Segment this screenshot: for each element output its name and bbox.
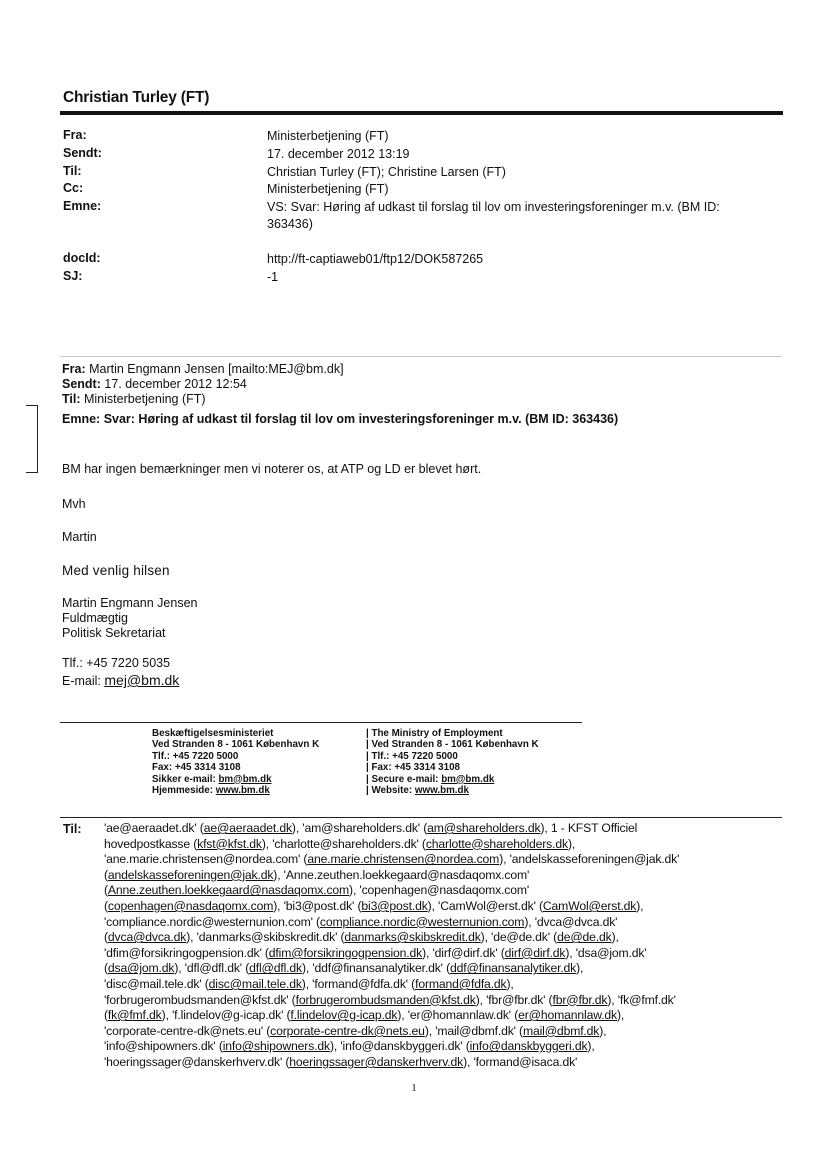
recipient-email-link[interactable]: info@danskbyggeri.dk bbox=[469, 1039, 588, 1054]
title-divider bbox=[60, 111, 783, 115]
recipient-text: ), 'mail@dbmf.dk' ( bbox=[424, 1023, 523, 1038]
meta-label-sj: SJ: bbox=[63, 269, 83, 283]
recipient-email-link[interactable]: hoeringssager@danskerhverv.dk bbox=[289, 1054, 464, 1069]
recipient-text: ), 'andelskasseforeningen@jak.dk' bbox=[499, 852, 680, 867]
recipient-text: ( bbox=[104, 961, 108, 976]
recipient-email-link[interactable]: fbr@fbr.dk bbox=[552, 992, 608, 1007]
recipient-email-link[interactable]: ane.marie.christensen@nordea.com bbox=[307, 852, 500, 867]
recipient-text: ), 'Anne.zeuthen.loekkegaard@nasdaqomx.com' bbox=[273, 867, 530, 882]
recipient-text: 'forbrugerombudsmanden@kfst.dk' ( bbox=[104, 992, 296, 1007]
signature-email-line bbox=[62, 672, 179, 688]
footer-en-web bbox=[366, 785, 539, 796]
recipient-line bbox=[104, 837, 784, 853]
recipient-text: 'compliance.nordic@westernunion.com' ( bbox=[104, 914, 320, 929]
signature-role: Fuldmægtig bbox=[62, 611, 128, 625]
recipient-text: ), 'formand@fdfa.dk' ( bbox=[301, 976, 416, 991]
recipient-text: ), 'f.lindelov@g-icap.dk' ( bbox=[161, 1008, 291, 1023]
recipient-email-link[interactable]: ae@aeraadet.dk bbox=[203, 821, 292, 835]
recipient-email-link[interactable]: charlotte@shareholders.dk bbox=[425, 836, 568, 851]
recipient-line bbox=[104, 977, 784, 993]
footer-en-phone: | Tlf.: +45 7220 5000 bbox=[366, 750, 458, 762]
fwd-from-label: Fra: bbox=[62, 362, 86, 376]
section-divider bbox=[60, 356, 782, 357]
fwd-from-value: Martin Engmann Jensen [mailto:MEJ@bm.dk] bbox=[89, 362, 344, 376]
recipient-text: ( bbox=[104, 883, 108, 898]
recipient-text: ), 'CamWol@erst.dk' ( bbox=[427, 898, 543, 913]
closing-text: Mvh bbox=[62, 497, 86, 511]
recipient-text: 'ane.marie.christensen@nordea.com' ( bbox=[104, 852, 308, 867]
recipient-email-link[interactable]: dfl@dfl.dk bbox=[249, 961, 302, 976]
recipient-text: ), 1 - KFST Officiel bbox=[540, 821, 638, 835]
recipient-text: ( bbox=[104, 898, 108, 913]
footer-en-org: | The Ministry of Employment bbox=[366, 728, 503, 739]
meta-label-to: Til: bbox=[63, 164, 82, 178]
recipient-line bbox=[104, 1039, 784, 1055]
recipient-text: ), 'charlotte@shareholders.dk' ( bbox=[261, 836, 426, 851]
recipient-text: ), 'dvca@dvca.dk' bbox=[524, 914, 618, 929]
recipient-text: 'hoeringssager@danskerhverv.dk' ( bbox=[104, 1054, 290, 1069]
footer-en-web-label: | Website: bbox=[366, 785, 413, 797]
fwd-sent-label: Sendt: bbox=[62, 377, 101, 391]
meta-label-sent: Sendt: bbox=[63, 146, 102, 160]
recipient-email-link[interactable]: copenhagen@nasdaqomx.com bbox=[107, 898, 274, 913]
footer-en-fax: | Fax: +45 3314 3108 bbox=[366, 762, 460, 774]
recipient-email-link[interactable]: dsa@jom.dk bbox=[107, 961, 175, 976]
recipient-email-link[interactable]: disc@mail.tele.dk bbox=[208, 976, 302, 991]
footer-english bbox=[366, 728, 539, 796]
recipient-line bbox=[104, 821, 784, 837]
fwd-sent-line bbox=[62, 377, 247, 391]
recipient-email-link[interactable]: danmarks@skibskredit.dk bbox=[344, 930, 481, 945]
footer-da-web-label: Hjemmeside: bbox=[152, 785, 213, 797]
signoff-name: Martin bbox=[62, 530, 97, 544]
fwd-to-value: Ministerbetjening (FT) bbox=[84, 392, 206, 406]
signature-dept: Politisk Sekretariat bbox=[62, 626, 166, 640]
recipient-line bbox=[104, 915, 784, 931]
recipient-email-link[interactable]: mail@dbmf.dk bbox=[522, 1023, 600, 1038]
recipient-text: 'info@shipowners.dk' ( bbox=[104, 1039, 223, 1054]
recipient-text: ( bbox=[104, 1008, 108, 1023]
recipient-email-link[interactable]: compliance.nordic@westernunion.com bbox=[319, 914, 525, 929]
recipient-email-link[interactable]: er@homannlaw.dk bbox=[518, 1008, 617, 1023]
recipient-text: ), bbox=[587, 1039, 595, 1054]
recipient-text: ), bbox=[611, 930, 619, 945]
meta-value-cc: Ministerbetjening (FT) bbox=[267, 182, 389, 196]
meta-value-from: Ministerbetjening (FT) bbox=[267, 129, 389, 143]
fwd-from-line bbox=[62, 362, 344, 376]
footer-da-phone: Tlf.: +45 7220 5000 bbox=[152, 750, 239, 762]
footer-en-address: | Ved Stranden 8 - 1061 København K bbox=[366, 739, 539, 751]
recipients-divider bbox=[60, 817, 782, 818]
recipient-text: ), 'de@de.dk' ( bbox=[480, 930, 558, 945]
meta-label-cc: Cc: bbox=[63, 181, 84, 195]
recipient-text: ), 'dfl@dfl.dk' ( bbox=[174, 961, 250, 976]
recipient-text: ), bbox=[599, 1023, 607, 1038]
footer-da-web bbox=[152, 785, 319, 796]
meta-label-from: Fra: bbox=[63, 128, 87, 142]
recipient-email-link[interactable]: dvca@dvca.dk bbox=[107, 930, 187, 945]
recipient-text: ( bbox=[104, 867, 108, 882]
recipient-text: 'ae@aeraadet.dk' ( bbox=[104, 821, 204, 835]
footer-da-address: Ved Stranden 8 - 1061 København K bbox=[152, 739, 320, 751]
fwd-subject-line bbox=[62, 412, 618, 426]
meta-value-sent: 17. december 2012 13:19 bbox=[267, 147, 410, 161]
recipient-text: ), 'fbr@fbr.dk' ( bbox=[475, 992, 553, 1007]
recipient-text: ), 'formand@isaca.dk' bbox=[463, 1054, 578, 1069]
page-title: Christian Turley (FT) bbox=[63, 89, 210, 106]
recipient-email-link[interactable]: fk@fmf.dk bbox=[107, 1008, 162, 1023]
recipient-line bbox=[104, 1024, 784, 1040]
footer-en-web-link[interactable]: www.bm.dk bbox=[414, 785, 469, 797]
recipient-text: 'dfim@forsikringogpension.dk' ( bbox=[104, 945, 269, 960]
recipient-email-link[interactable]: andelskasseforeningen@jak.dk bbox=[107, 867, 274, 882]
signature-email-link[interactable]: mej@bm.dk bbox=[104, 672, 180, 688]
recipient-text: ), bbox=[576, 961, 584, 976]
recipient-email-link[interactable]: dirf@dirf.dk bbox=[504, 945, 566, 960]
message-text: BM har ingen bemærkninger men vi noterer os, at ATP og LD er blevet hørt. bbox=[62, 462, 482, 476]
fwd-subject-label: Emne: bbox=[62, 412, 101, 426]
recipient-email-link[interactable]: ddf@finansanalytiker.dk bbox=[450, 961, 577, 976]
meta-label-docid: docId: bbox=[63, 251, 101, 265]
recipient-line bbox=[104, 961, 784, 977]
meta-label-subject: Emne: bbox=[63, 199, 102, 213]
recipient-email-link[interactable]: f.lindelov@g-icap.dk bbox=[290, 1008, 398, 1023]
fwd-to-label: Til: bbox=[62, 392, 81, 406]
footer-en-secure-label: | Secure e-mail: bbox=[366, 773, 439, 785]
recipient-email-link[interactable]: bi3@post.dk bbox=[361, 898, 428, 913]
meta-value-to: Christian Turley (FT); Christine Larsen (FT) bbox=[267, 165, 506, 179]
recipient-email-link[interactable]: de@de.dk bbox=[557, 930, 612, 945]
footer-da-fax: Fax: +45 3314 3108 bbox=[152, 762, 241, 774]
recipient-text: ), 'er@homannlaw.dk' ( bbox=[397, 1008, 519, 1023]
recipient-email-link[interactable]: formand@fdfa.dk bbox=[415, 976, 507, 991]
footer-en-secure-email[interactable]: bm@bm.dk bbox=[441, 773, 495, 785]
recipient-line bbox=[104, 930, 784, 946]
recipient-text: 'disc@mail.tele.dk' ( bbox=[104, 976, 209, 991]
recipients-label: Til: bbox=[63, 822, 82, 836]
meta-value-docid[interactable]: http://ft-captiaweb01/ftp12/DOK587265 bbox=[267, 252, 484, 266]
footer-da-org: Beskæftigelsesministeriet bbox=[152, 728, 274, 739]
recipient-text: ), 'dirf@dirf.dk' ( bbox=[422, 945, 505, 960]
recipient-text: ), 'copenhagen@nasdaqomx.com' bbox=[349, 883, 530, 898]
recipient-line bbox=[104, 868, 784, 884]
recipient-email-link[interactable]: info@shipowners.dk bbox=[222, 1039, 330, 1054]
recipient-line bbox=[104, 1008, 784, 1024]
signature-phone: Tlf.: +45 7220 5035 bbox=[62, 656, 171, 670]
recipient-email-link[interactable]: kfst@kfst.dk bbox=[197, 836, 262, 851]
recipient-text: ), bbox=[617, 1008, 625, 1023]
recipient-email-link[interactable]: CamWol@erst.dk bbox=[542, 898, 637, 913]
meta-value-subject: VS: Svar: Høring af udkast til forslag til lov om investeringsforeninger m.v. (BM ID: 363436) bbox=[267, 200, 720, 231]
recipient-text: ( bbox=[104, 930, 108, 945]
recipient-email-link[interactable]: forbrugerombudsmanden@kfst.dk bbox=[295, 992, 476, 1007]
fwd-sent-value: 17. december 2012 12:54 bbox=[104, 377, 247, 391]
recipient-text: ), 'fk@fmf.dk' bbox=[607, 992, 676, 1007]
signature-greeting: Med venlig hilsen bbox=[62, 563, 170, 578]
recipient-text: ), 'danmarks@skibskredit.dk' ( bbox=[186, 930, 345, 945]
recipient-text: ), 'bi3@post.dk' ( bbox=[273, 898, 362, 913]
footer-da-secure bbox=[152, 774, 319, 785]
recipient-email-link[interactable]: am@shareholders.dk bbox=[427, 821, 541, 835]
recipient-line bbox=[104, 1055, 784, 1071]
fwd-to-line bbox=[62, 392, 206, 406]
recipient-line bbox=[104, 946, 784, 962]
recipient-text: ), bbox=[636, 898, 644, 913]
recipient-line bbox=[104, 852, 784, 868]
recipient-email-link[interactable]: corporate-centre-dk@nets.eu bbox=[270, 1023, 425, 1038]
recipient-text: ), 'info@danskbyggeri.dk' ( bbox=[329, 1039, 470, 1054]
page-number: 1 bbox=[411, 1082, 417, 1094]
recipient-text: ), bbox=[567, 836, 576, 851]
recipient-text: ), bbox=[506, 976, 514, 991]
recipient-text: ), 'ddf@finansanalytiker.dk' ( bbox=[301, 961, 450, 976]
recipient-text: ), 'am@shareholders.dk' ( bbox=[291, 821, 428, 835]
margin-bracket bbox=[26, 405, 38, 473]
footer-en-secure bbox=[366, 774, 539, 785]
recipients-list bbox=[104, 821, 784, 1071]
recipient-text: ), 'dsa@jom.dk' bbox=[565, 945, 647, 960]
fwd-subject-value: Svar: Høring af udkast til forslag til lov om investeringsforeninger m.v. (BM ID: 363436) bbox=[103, 412, 619, 426]
footer-divider bbox=[60, 722, 582, 723]
recipient-line bbox=[104, 883, 784, 899]
footer-da-web-link[interactable]: www.bm.dk bbox=[215, 785, 270, 797]
recipient-email-link[interactable]: dfim@forsikringogpension.dk bbox=[268, 945, 423, 960]
meta-value-sj: -1 bbox=[267, 270, 279, 284]
footer-danish bbox=[152, 728, 319, 796]
recipient-text: 'corporate-centre-dk@nets.eu' ( bbox=[104, 1023, 271, 1038]
signature-email-label: E-mail: bbox=[62, 674, 101, 688]
recipient-line bbox=[104, 993, 784, 1009]
recipient-line bbox=[104, 899, 784, 915]
recipient-text: hovedpostkasse ( bbox=[104, 836, 198, 851]
footer-da-secure-email[interactable]: bm@bm.dk bbox=[218, 773, 272, 785]
signature-name: Martin Engmann Jensen bbox=[62, 596, 198, 610]
footer-da-secure-label: Sikker e-mail: bbox=[152, 773, 216, 785]
recipient-email-link[interactable]: Anne.zeuthen.loekkegaard@nasdaqomx.com bbox=[107, 883, 350, 898]
